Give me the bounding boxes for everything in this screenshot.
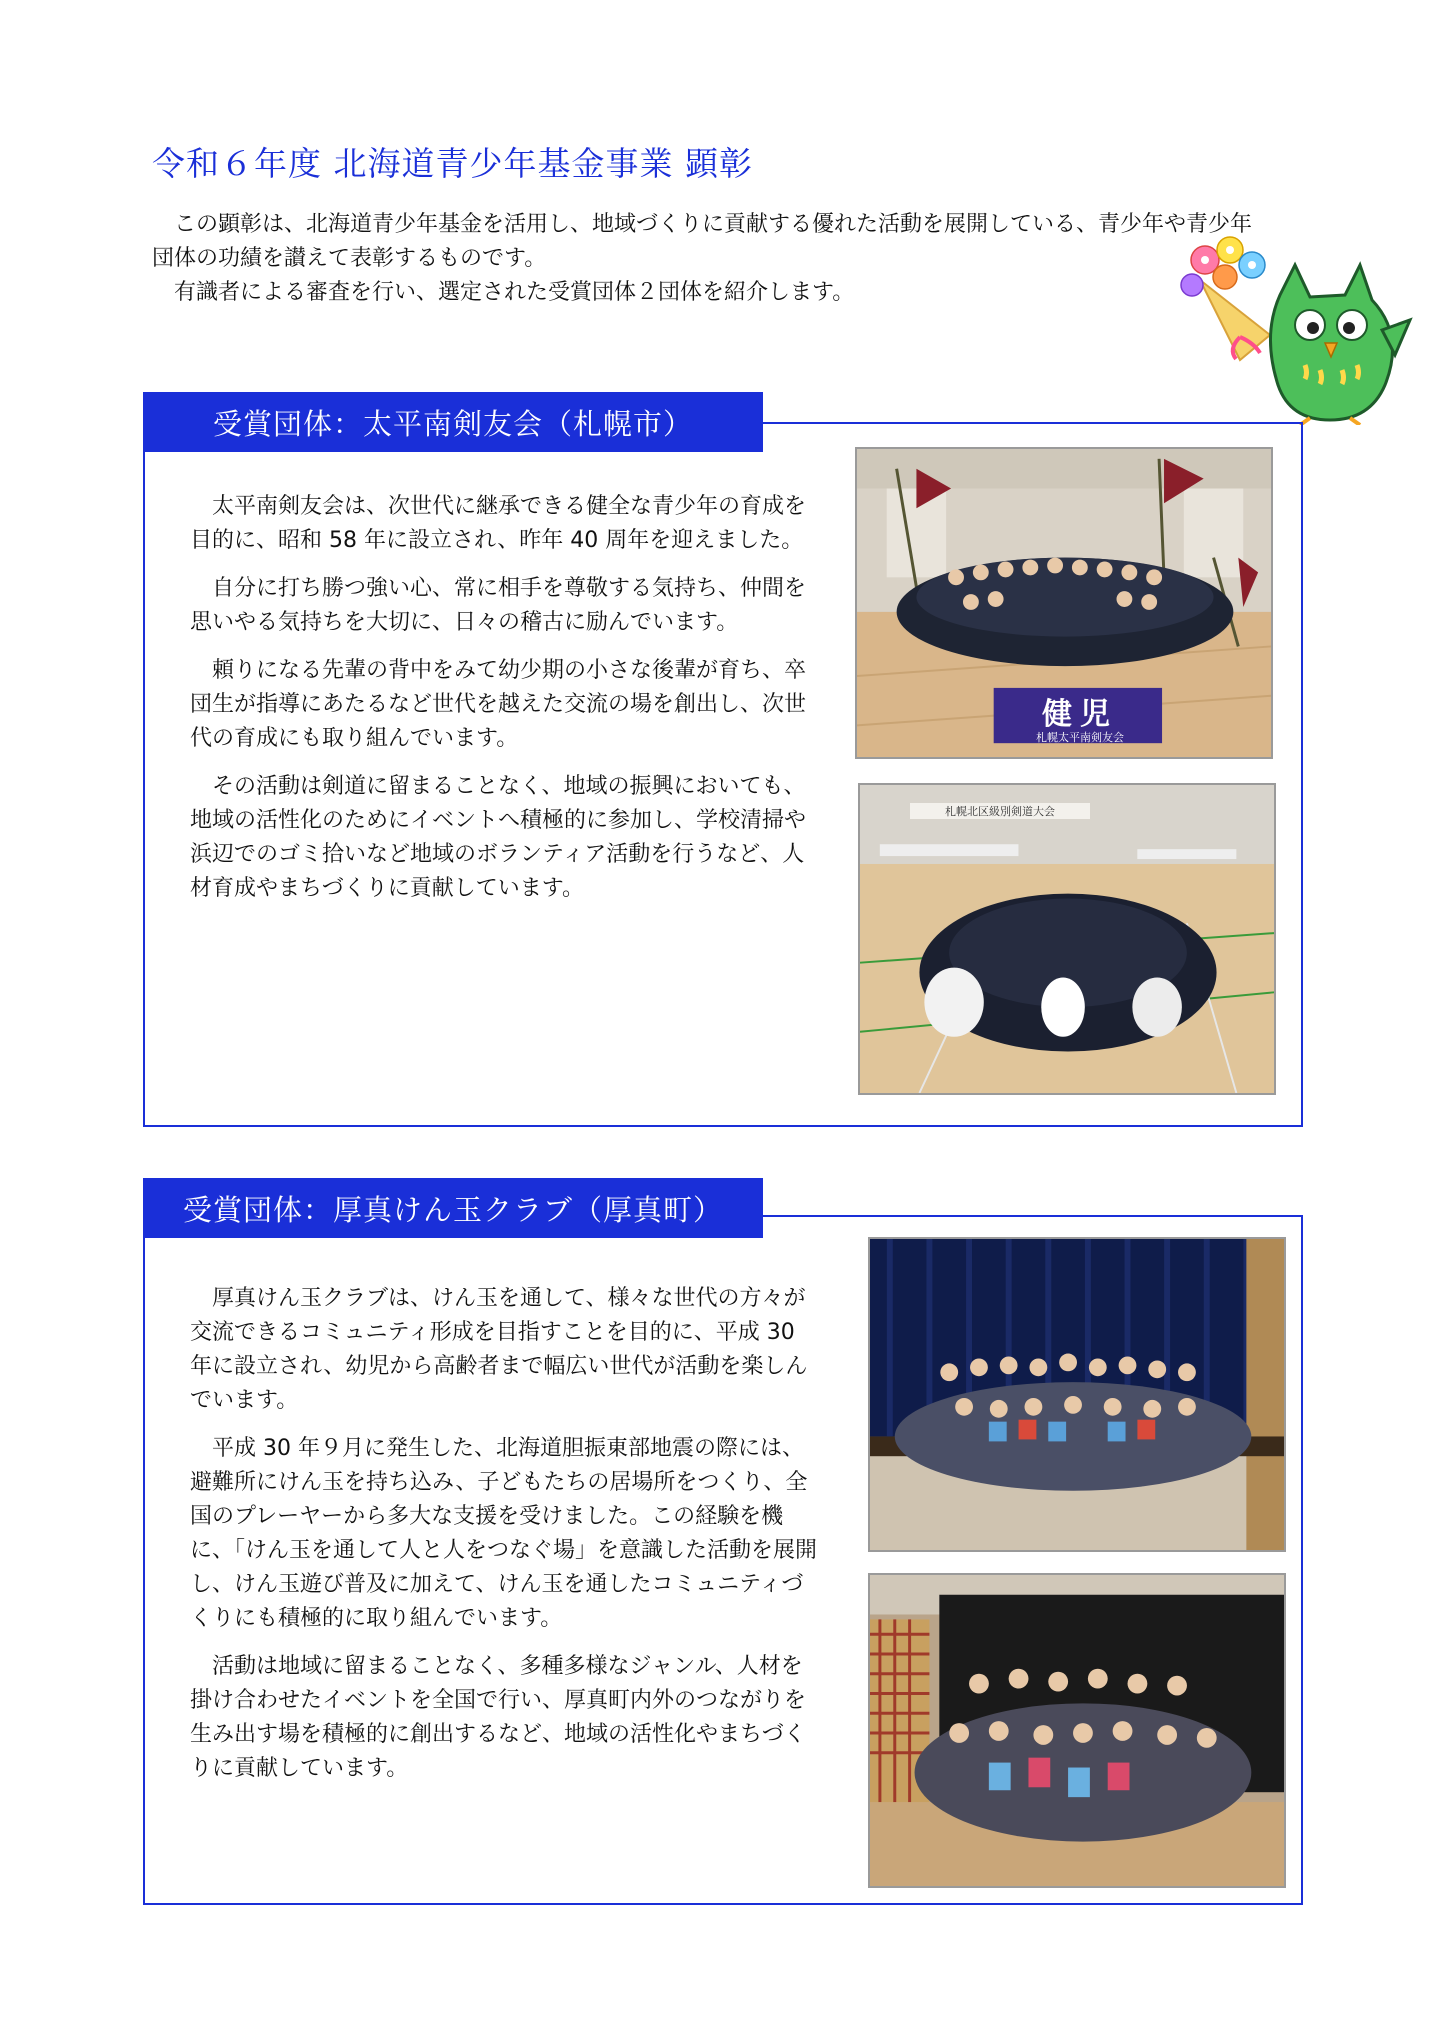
page-title: 令和６年度 北海道青少年基金事業 顕彰 <box>152 144 753 183</box>
paragraph: 自分に打ち勝つ強い心、常に相手を尊敬する気持ち、仲間を思いやる気持ちを大切に、日々の稽古に励んでいます。 <box>190 576 807 635</box>
section-heading-kendo: 受賞団体：太平南剣友会（札幌市） <box>143 392 763 452</box>
intro-text <box>152 208 1262 310</box>
team-banner-text: 健児 <box>1042 697 1118 732</box>
paragraph: 平成 30 年９月に発生した、北海道胆振東部地震の際には、避難所にけん玉を持ち込み、子どもたちの居場所をつくり、全国のプレーヤーから多大な支援を受けました。この経験を機に、「けん玉を通して人と人をつなぐ場」を意識した活動を展開し、けん玉遊び普及に加えて、けん玉を通したコミュニティづくりにも積極的に取り組んでいます。 <box>190 1436 818 1631</box>
section-text-kendama <box>190 1282 820 1800</box>
tournament-sign-text: 札幌北区級別剣道大会 <box>910 803 1090 819</box>
kendo-huddle-photo <box>858 783 1276 1095</box>
paragraph: 太平南剣友会は、次世代に継承できる健全な青少年の育成を目的に、昭和 58 年に設立され、昨年 40 周年を迎えました。 <box>190 494 807 553</box>
intro-paragraph: この顕彰は、北海道青少年基金を活用し、地域づくりに貢献する優れた活動を展開している、青少年や青少年団体の功績を讃えて表彰するものです。 <box>152 212 1253 271</box>
paragraph: 厚真けん玉クラブは、けん玉を通して、様々な世代の方々が交流できるコミュニティ形成を目指すことを目的に、平成 30 年に設立され、幼児から高齢者まで幅広い世代が活動を楽しんでいます。 <box>190 1286 808 1413</box>
paragraph: 活動は地域に留まることなく、多種多様なジャンル、人材を掛け合わせたイベントを全国で行い、厚真町内外のつながりを生み出す場を積極的に創出するなど、地域の活性化やまちづくりに貢献しています。 <box>190 1654 807 1781</box>
paragraph: その活動は剣道に留まることなく、地域の振興においても、地域の活性化のためにイベントへ積極的に参加し、学校清掃や浜辺でのゴミ拾いなど地域のボランティア活動を行うなど、人材育成やまちづくりに貢献しています。 <box>190 774 807 901</box>
kendo-group-photo <box>855 447 1273 759</box>
mascot-character-icon <box>1270 265 1410 425</box>
kendama-stage-photo <box>868 1237 1286 1552</box>
kendama-group-photo <box>868 1573 1286 1888</box>
paragraph: 頼りになる先輩の背中をみて幼少期の小さな後輩が育ち、卒団生が指導にあたるなど世代を越えた交流の場を創出し、次世代の育成にも取り組んでいます。 <box>190 658 807 751</box>
mascot-illustration <box>1170 225 1420 425</box>
section-text-kendo <box>190 490 820 920</box>
bouquet-icon <box>1181 237 1270 360</box>
team-banner-subtext: 札幌太平南剣友会 <box>1036 731 1124 744</box>
section-heading-kendama: 受賞団体：厚真けん玉クラブ（厚真町） <box>143 1178 763 1238</box>
intro-paragraph: 有識者による審査を行い、選定された受賞団体２団体を紹介します。 <box>174 280 855 305</box>
